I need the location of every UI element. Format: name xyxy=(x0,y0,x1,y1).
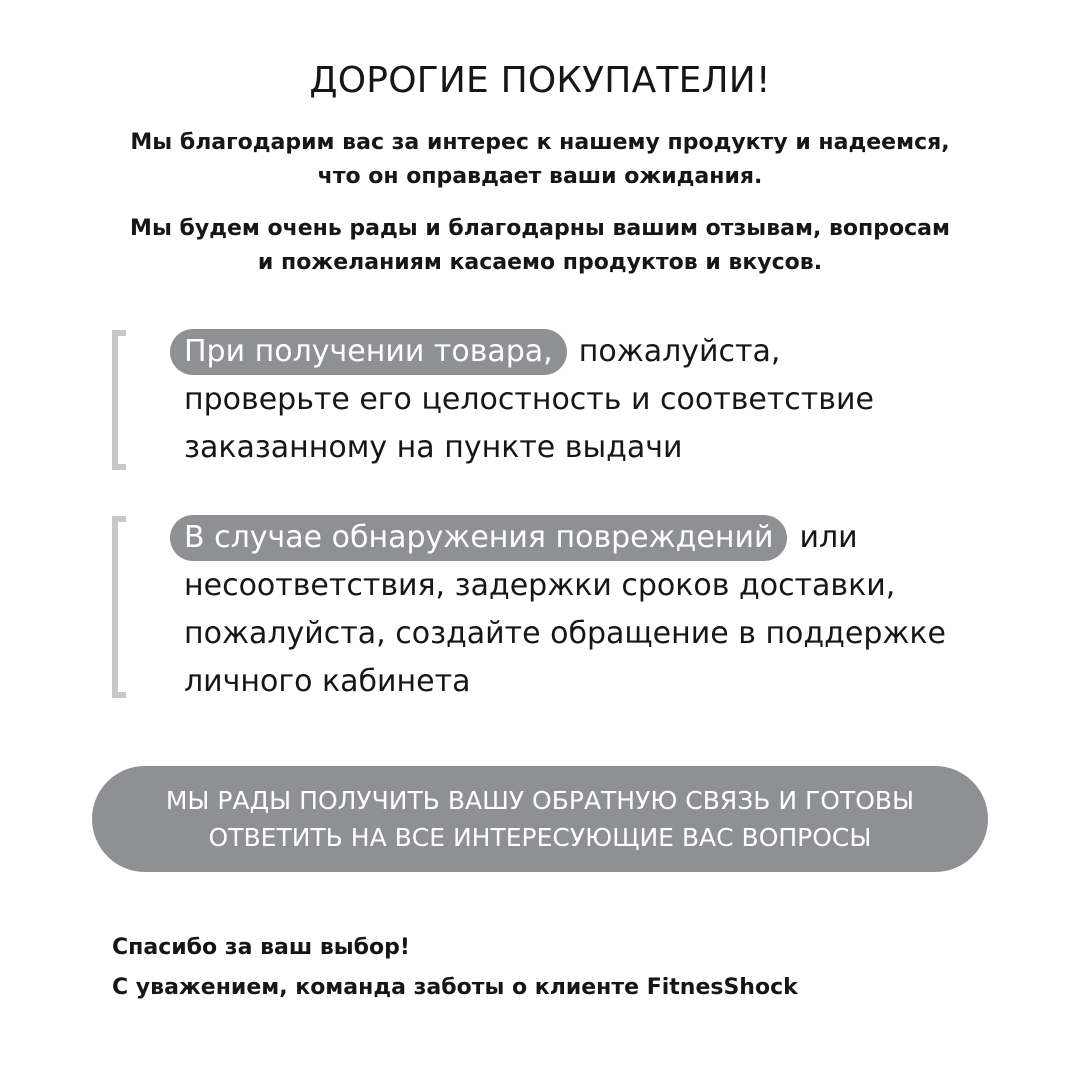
intro-line: Мы благодарим вас за интерес к нашему продукту и надеемся, xyxy=(130,130,950,155)
banner-line: ОТВЕТИТЬ НА ВСЕ ИНТЕРЕСУЮЩИЕ ВАС ВОПРОСЫ xyxy=(208,823,872,852)
notice-block-receipt xyxy=(112,330,1032,470)
intro-paragraph-thanks xyxy=(60,126,1020,194)
notice-line xyxy=(184,514,1032,562)
bracket-decoration xyxy=(112,516,126,698)
highlight-pill: При получении товара, xyxy=(170,329,567,375)
signature-line: Спасибо за ваш выбор! xyxy=(112,935,410,960)
notice-text xyxy=(184,514,1032,706)
intro-line: и пожеланиям касаемо продуктов и вкусов. xyxy=(257,250,823,275)
notice-line: несоответствия, задержки сроков доставки, xyxy=(184,568,896,603)
notice-block-damage xyxy=(112,516,1032,698)
notice-line: проверьте его целостность и соответствие xyxy=(184,382,874,417)
notice-text xyxy=(184,328,1032,472)
highlight-pill: В случае обнаружения повреждений xyxy=(170,515,787,561)
bracket-decoration xyxy=(112,330,126,470)
signature-line: С уважением, команда заботы о клиенте FitnesShock xyxy=(112,975,798,1000)
feedback-banner xyxy=(92,766,988,872)
notice-line: пожалуйста, создайте обращение в поддержке xyxy=(184,616,946,651)
notice-line xyxy=(184,328,1032,376)
intro-paragraph-feedback xyxy=(60,212,1020,280)
notice-line-rest: или xyxy=(799,520,858,555)
page-title: ДОРОГИЕ ПОКУПАТЕЛИ! xyxy=(309,60,771,101)
banner-line: МЫ РАДЫ ПОЛУЧИТЬ ВАШУ ОБРАТНУЮ СВЯЗЬ И ГОТОВЫ xyxy=(165,786,915,815)
notice-line: личного кабинета xyxy=(184,664,471,699)
notice-line-rest: пожалуйста, xyxy=(578,334,781,369)
intro-line: Мы будем очень рады и благодарны вашим отзывам, вопросам xyxy=(130,216,950,241)
notice-line: заказанному на пункте выдачи xyxy=(184,430,683,465)
intro-line: что он оправдает ваши ожидания. xyxy=(317,164,763,189)
signature xyxy=(112,928,798,1008)
